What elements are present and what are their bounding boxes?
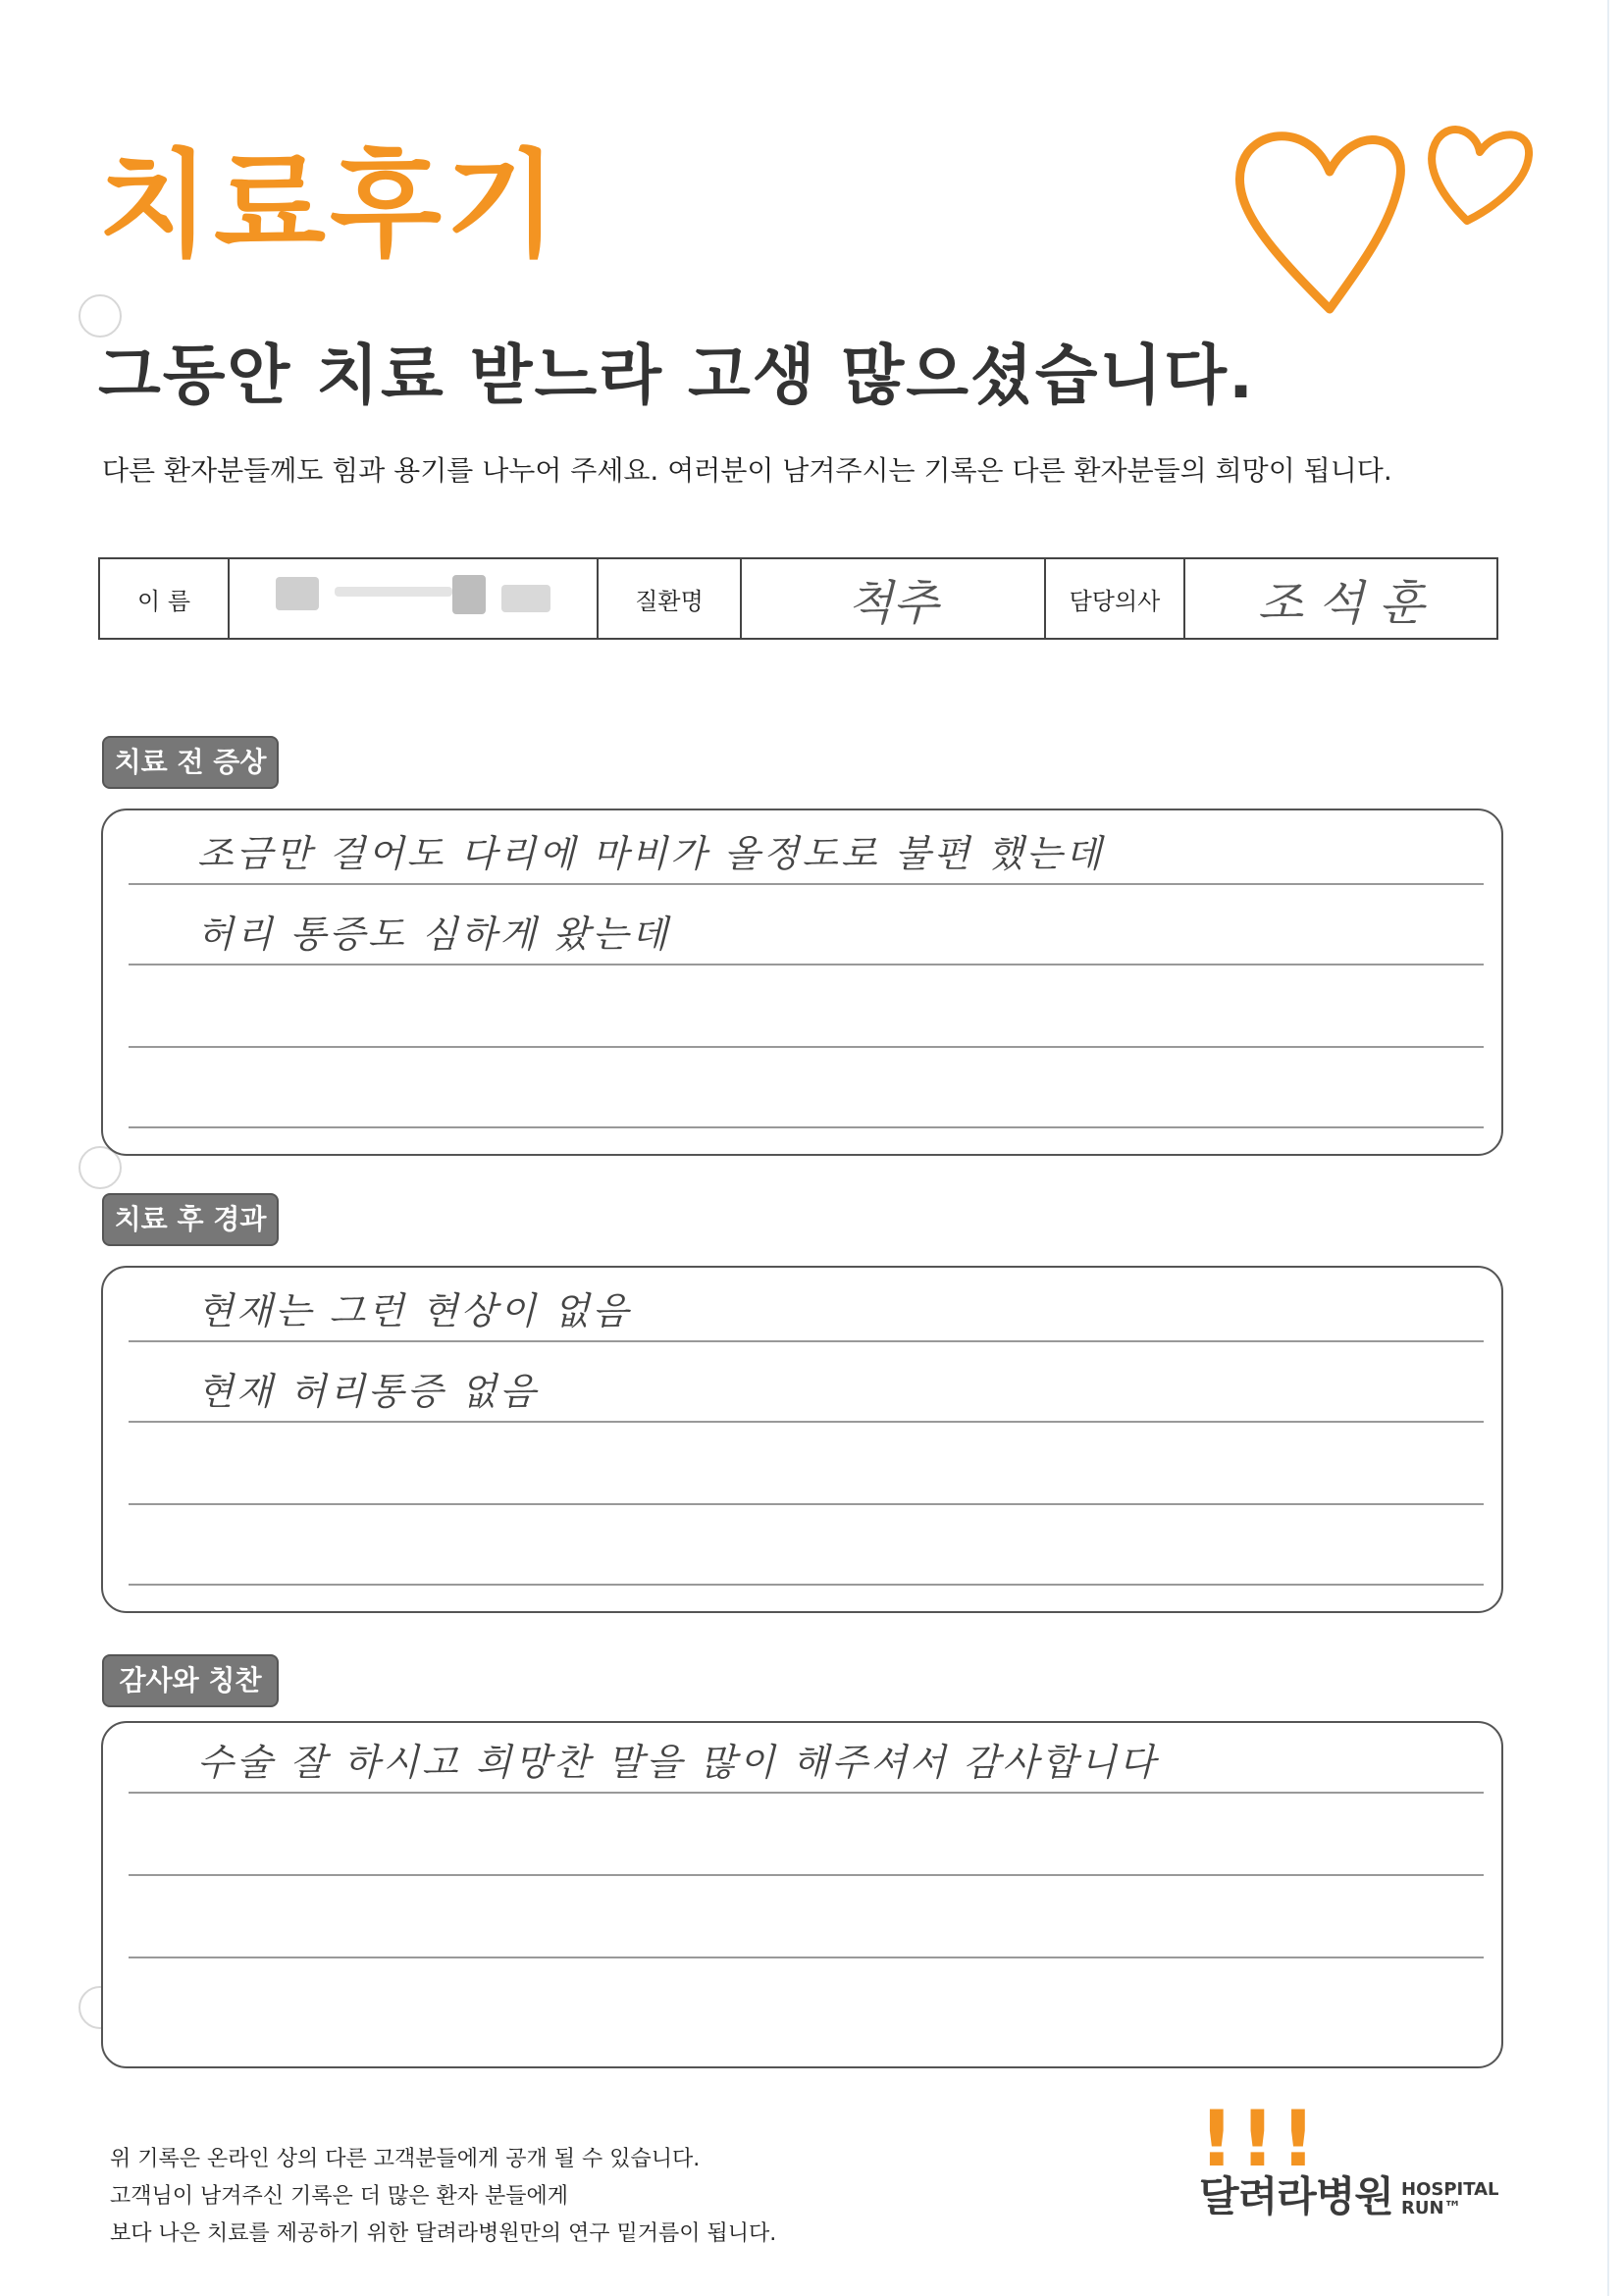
after-treatment-box	[101, 1266, 1503, 1613]
handwritten-text: 현재 허리통증 없음	[197, 1370, 539, 1413]
answer-line	[129, 1898, 1484, 1958]
handwritten-text: 조금만 걸어도 다리에 마비가 올정도로 불편 했는데	[197, 832, 1105, 875]
answer-line	[129, 1281, 1484, 1342]
answer-line	[129, 987, 1484, 1048]
footer-line: 위 기록은 온라인 상의 다른 고객분들에게 공개 될 수 있습니다.	[110, 2147, 701, 2171]
redaction-mosaic	[266, 571, 560, 620]
logo-name-english	[1401, 2180, 1499, 2218]
subtitle: 그동안 치료 받느라 고생 많으셨습니다.	[98, 338, 1256, 413]
section-label-before-treatment: 치료 전 증상	[102, 736, 279, 789]
hearts-icon	[1217, 88, 1550, 334]
answer-line	[129, 1068, 1484, 1128]
section-label-after-treatment: 치료 후 경과	[102, 1193, 279, 1246]
page-edge-line	[1607, 0, 1609, 2296]
disease-label: 질환명	[598, 558, 741, 639]
answer-line	[129, 1733, 1484, 1794]
answer-line	[129, 824, 1484, 885]
hospital-logo	[1199, 2096, 1523, 2249]
footer-line: 고객님이 남겨주신 기록은 더 많은 환자 분들에게	[110, 2184, 569, 2209]
before-treatment-box	[101, 809, 1503, 1156]
intro-text: 다른 환자분들께도 힘과 용기를 나누어 주세요. 여러분이 남겨주시는 기록은 다른 환자분들의 희망이 됩니다.	[102, 454, 1392, 487]
binder-hole	[79, 294, 122, 338]
answer-line	[129, 1444, 1484, 1505]
section-label-thanks: 감사와 칭찬	[102, 1654, 279, 1707]
logo-exclamation-marks: !!!	[1199, 2096, 1322, 2184]
handwritten-text: 수술 잘 하시고 희망찬 말을 많이 해주셔서 감사합니다	[197, 1741, 1159, 1784]
answer-line	[129, 1815, 1484, 1876]
answer-line	[129, 1525, 1484, 1586]
thanks-box	[101, 1721, 1503, 2068]
patient-info-table	[98, 557, 1498, 640]
answer-line	[129, 905, 1484, 965]
handwritten-text: 허리 통증도 심하게 왔는데	[197, 913, 671, 956]
doctor-value	[1184, 558, 1497, 639]
disease-value	[741, 558, 1045, 639]
logo-name-korean: 달려라병원	[1199, 2172, 1393, 2220]
handwritten-text: 현재는 그런 현상이 없음	[197, 1289, 632, 1332]
footer-line: 보다 나은 치료를 제공하기 위한 달려라병원만의 연구 밑거름이 됩니다.	[110, 2221, 777, 2246]
logo-name-english-line1: HOSPITAL	[1401, 2179, 1499, 2200]
page-title: 치료후기	[98, 137, 561, 273]
name-label: 이 름	[99, 558, 229, 639]
logo-name-english-line2: RUN™	[1401, 2198, 1462, 2218]
doctor-label: 담당의사	[1045, 558, 1184, 639]
doctor-handwriting: 조 석 훈	[1257, 575, 1425, 631]
footer-notice	[110, 2141, 776, 2253]
answer-line	[129, 1362, 1484, 1423]
name-value-redacted	[229, 558, 598, 639]
disease-handwriting: 척추	[847, 575, 939, 631]
